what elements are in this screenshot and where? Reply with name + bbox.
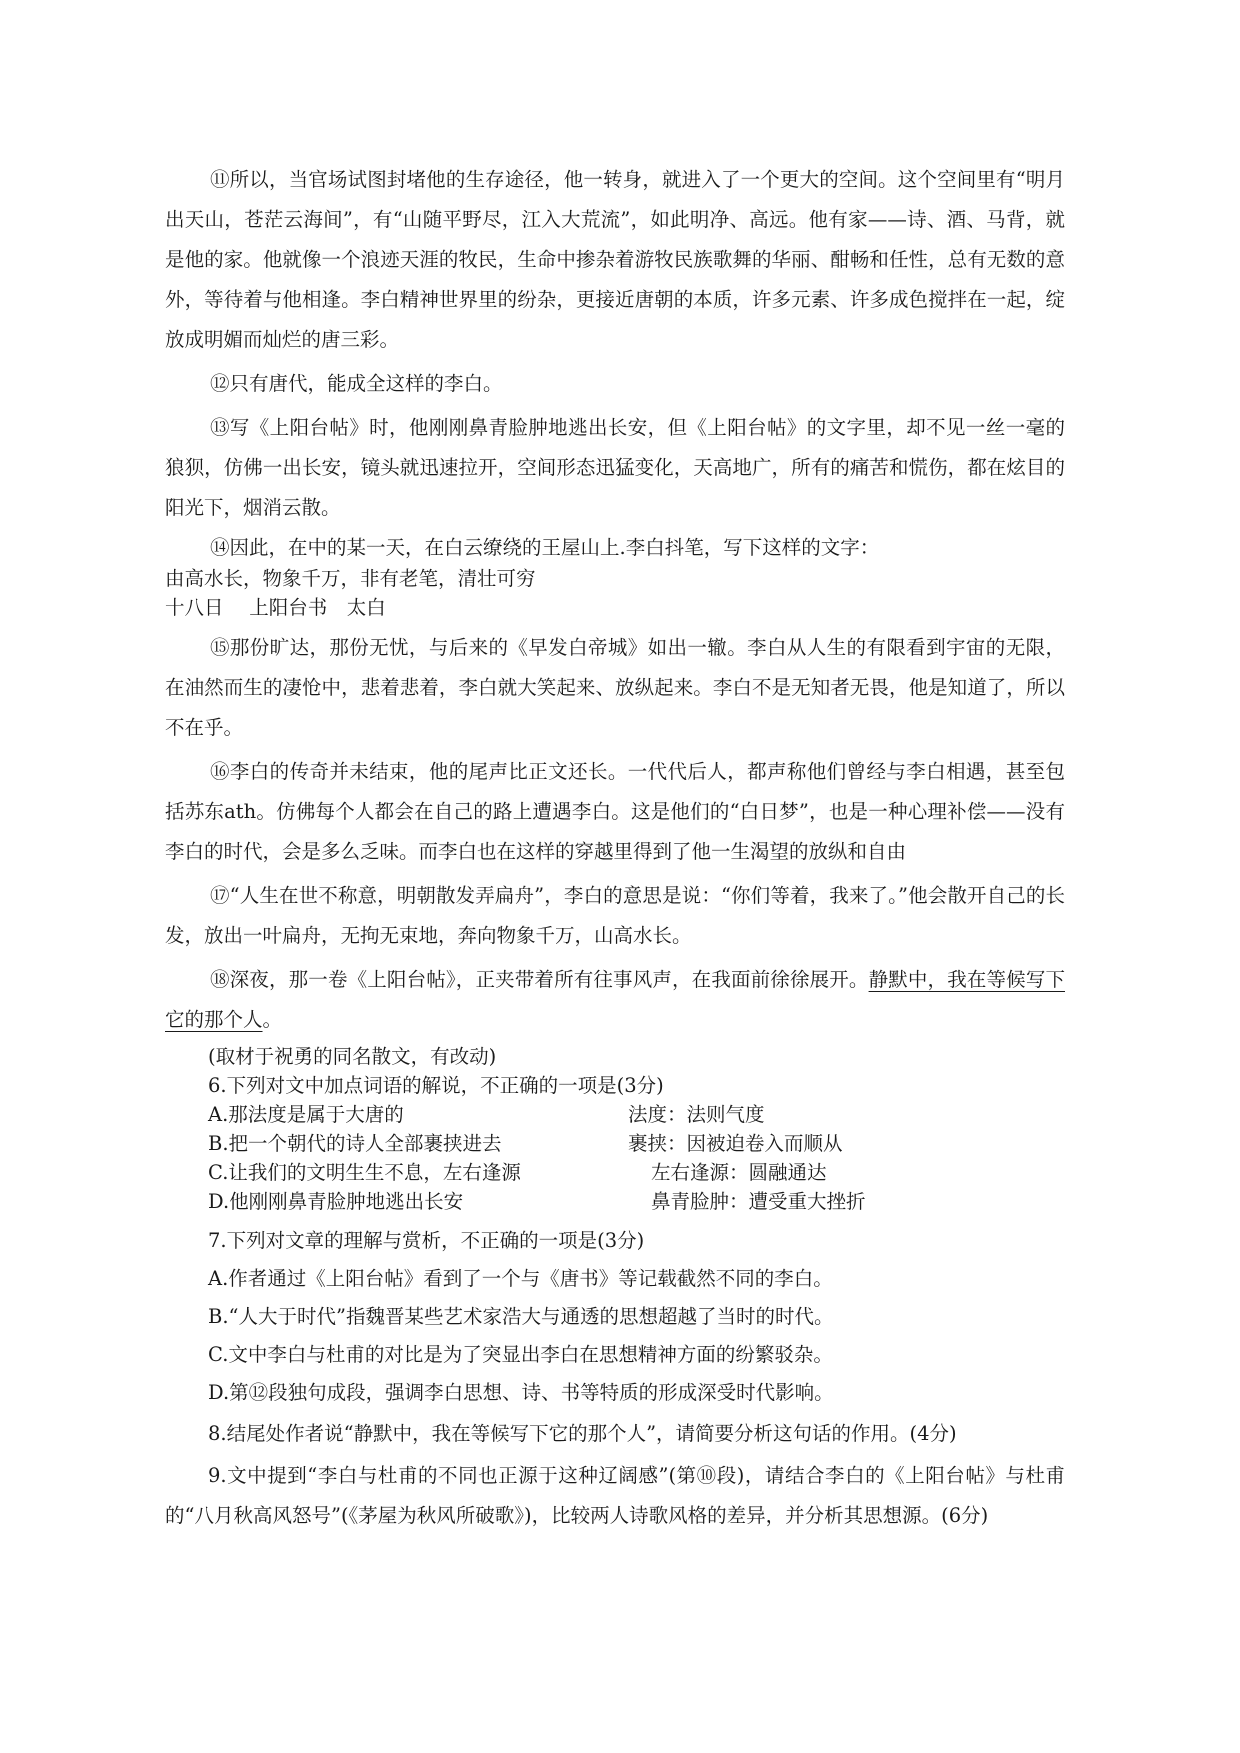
paragraph-18-end: 。 (262, 1008, 283, 1031)
question-8: 8.结尾处作者说“静默中，我在等候写下它的那个人”，请简要分析这句话的作用。(4分) (208, 1422, 957, 1445)
option-text: B.把一个朝代的诗人全部裹挟进去 (208, 1132, 502, 1155)
calligraphy-quote-line-2: 十八日 上阳台书 太白 (165, 596, 386, 619)
question-7-option-a: A.作者通过《上阳台帖》看到了一个与《唐书》等记载截然不同的李白。 (208, 1267, 833, 1290)
calligraphy-quote-line-1: 由高水长，物象千万，非有老笔，清壮可穷 (165, 567, 536, 590)
question-7-stem: 7.下列对文章的理解与赏析，不正确的一项是(3分) (208, 1229, 645, 1252)
option-explanation: 左右逢源：圆融通达 (651, 1161, 827, 1184)
source-note: (取材于祝勇的同名散文，有改动) (208, 1045, 497, 1068)
option-explanation: 鼻青脸肿：遭受重大挫折 (651, 1190, 866, 1213)
question-7-option-c: C.文中李白与杜甫的对比是为了突显出李白在思想精神方面的纷繁驳杂。 (208, 1343, 833, 1366)
paragraph-18-text: ⑱深夜，那一卷《上阳台帖》，正夹带着所有往事风声，在我面前徐徐展开。 (210, 968, 869, 991)
question-7-option-d: D.第⑫段独句成段，强调李白思想、诗、书等特质的形成深受时代影响。 (208, 1381, 834, 1404)
question-9: 9.文中提到“李白与杜甫的不同也正源于这种辽阔感”(第⑩段)，请结合李白的《上阳台帖》与杜甫的“八月秋高风怒号”(《茅屋为秋风所破歌》)，比较两人诗歌风格的差异，并分析其思想源。(6分) (165, 1464, 1065, 1527)
question-7-option-b: B.“人大于时代”指魏晋某些艺术家浩大与通透的思想超越了当时的时代。 (208, 1305, 834, 1328)
option-text: D.他刚刚鼻青脸肿地逃出长安 (208, 1190, 464, 1213)
paragraph-15: ⑮那份旷达，那份无忧，与后来的《早发白帝城》如出一辙。李白从人生的有限看到宇宙的无限，在油然而生的凄怆中，悲着悲着，李白就大笑起来、放纵起来。李白不是无知者无畏，他是知道了，所以不在乎。 (165, 636, 1065, 739)
option-explanation: 法度：法则气度 (628, 1103, 765, 1126)
option-explanation: 裹挟：因被迫卷入而顺从 (628, 1132, 843, 1155)
question-6-option-b (165, 1129, 1065, 1158)
option-text: A.那法度是属于大唐的 (208, 1103, 404, 1126)
paragraph-13: ⑬写《上阳台帖》时，他刚刚鼻青脸肿地逃出长安，但《上阳台帖》的文字里，却不见一丝一毫的狼狈，仿佛一出长安，镜头就迅速拉开，空间形态迅猛变化，天高地广，所有的痛苦和慌伤，都在炫目的阳光下，烟消云散。 (165, 416, 1065, 519)
question-6-option-a (165, 1100, 1065, 1129)
paragraph-12: ⑫只有唐代，能成全这样的李白。 (210, 372, 503, 395)
question-6-stem: 6.下列对文中加点词语的解说，不正确的一项是(3分) (208, 1074, 664, 1097)
paragraph-17: ⑰“人生在世不称意，明朝散发弄扁舟”，李白的意思是说：“你们等着，我来了。”他会散开自己的长发，放出一叶扁舟，无拘无束地，奔向物象千万，山高水长。 (165, 884, 1065, 947)
paragraph-16: ⑯李白的传奇并未结束，他的尾声比正文还长。一代代后人，都声称他们曾经与李白相遇，甚至包括苏东ath。仿佛每个人都会在自己的路上遭遇李白。这是他们的“白日梦”，也是一种心理补偿——没有李白的时代，会是多么乏味。而李白也在这样的穿越里得到了他一生渴望的放纵和自由 (165, 760, 1065, 863)
paragraph-14: ⑭因此，在中的某一天，在白云缭绕的王屋山上.李白抖笔，写下这样的文字： (210, 536, 880, 559)
document-page (165, 160, 1065, 1538)
question-6-option-d (165, 1187, 1065, 1216)
question-6-option-c (165, 1158, 1065, 1187)
underlined-sentence: 静默中，我在等候写下它的那个人 (165, 968, 1065, 1031)
paragraph-11: ⑪所以，当官场试图封堵他的生存途径，他一转身，就进入了一个更大的空间。这个空间里有“明月出天山，苍茫云海间”，有“山随平野尽，江入大荒流”，如此明净、高远。他有家——诗、酒、马背，就是他的家。他就像一个浪迹天涯的牧民，生命中掺杂着游牧民族歌舞的华丽、酣畅和任性，总有无数的意外，等待着与他相逢。李白精神世界里的纷杂，更接近唐朝的本质，许多元素、许多成色搅拌在一起，绽放成明媚而灿烂的唐三彩。 (165, 168, 1065, 351)
option-text: C.让我们的文明生生不息，左右逢源 (208, 1161, 521, 1184)
paragraph-18 (165, 960, 1065, 1040)
